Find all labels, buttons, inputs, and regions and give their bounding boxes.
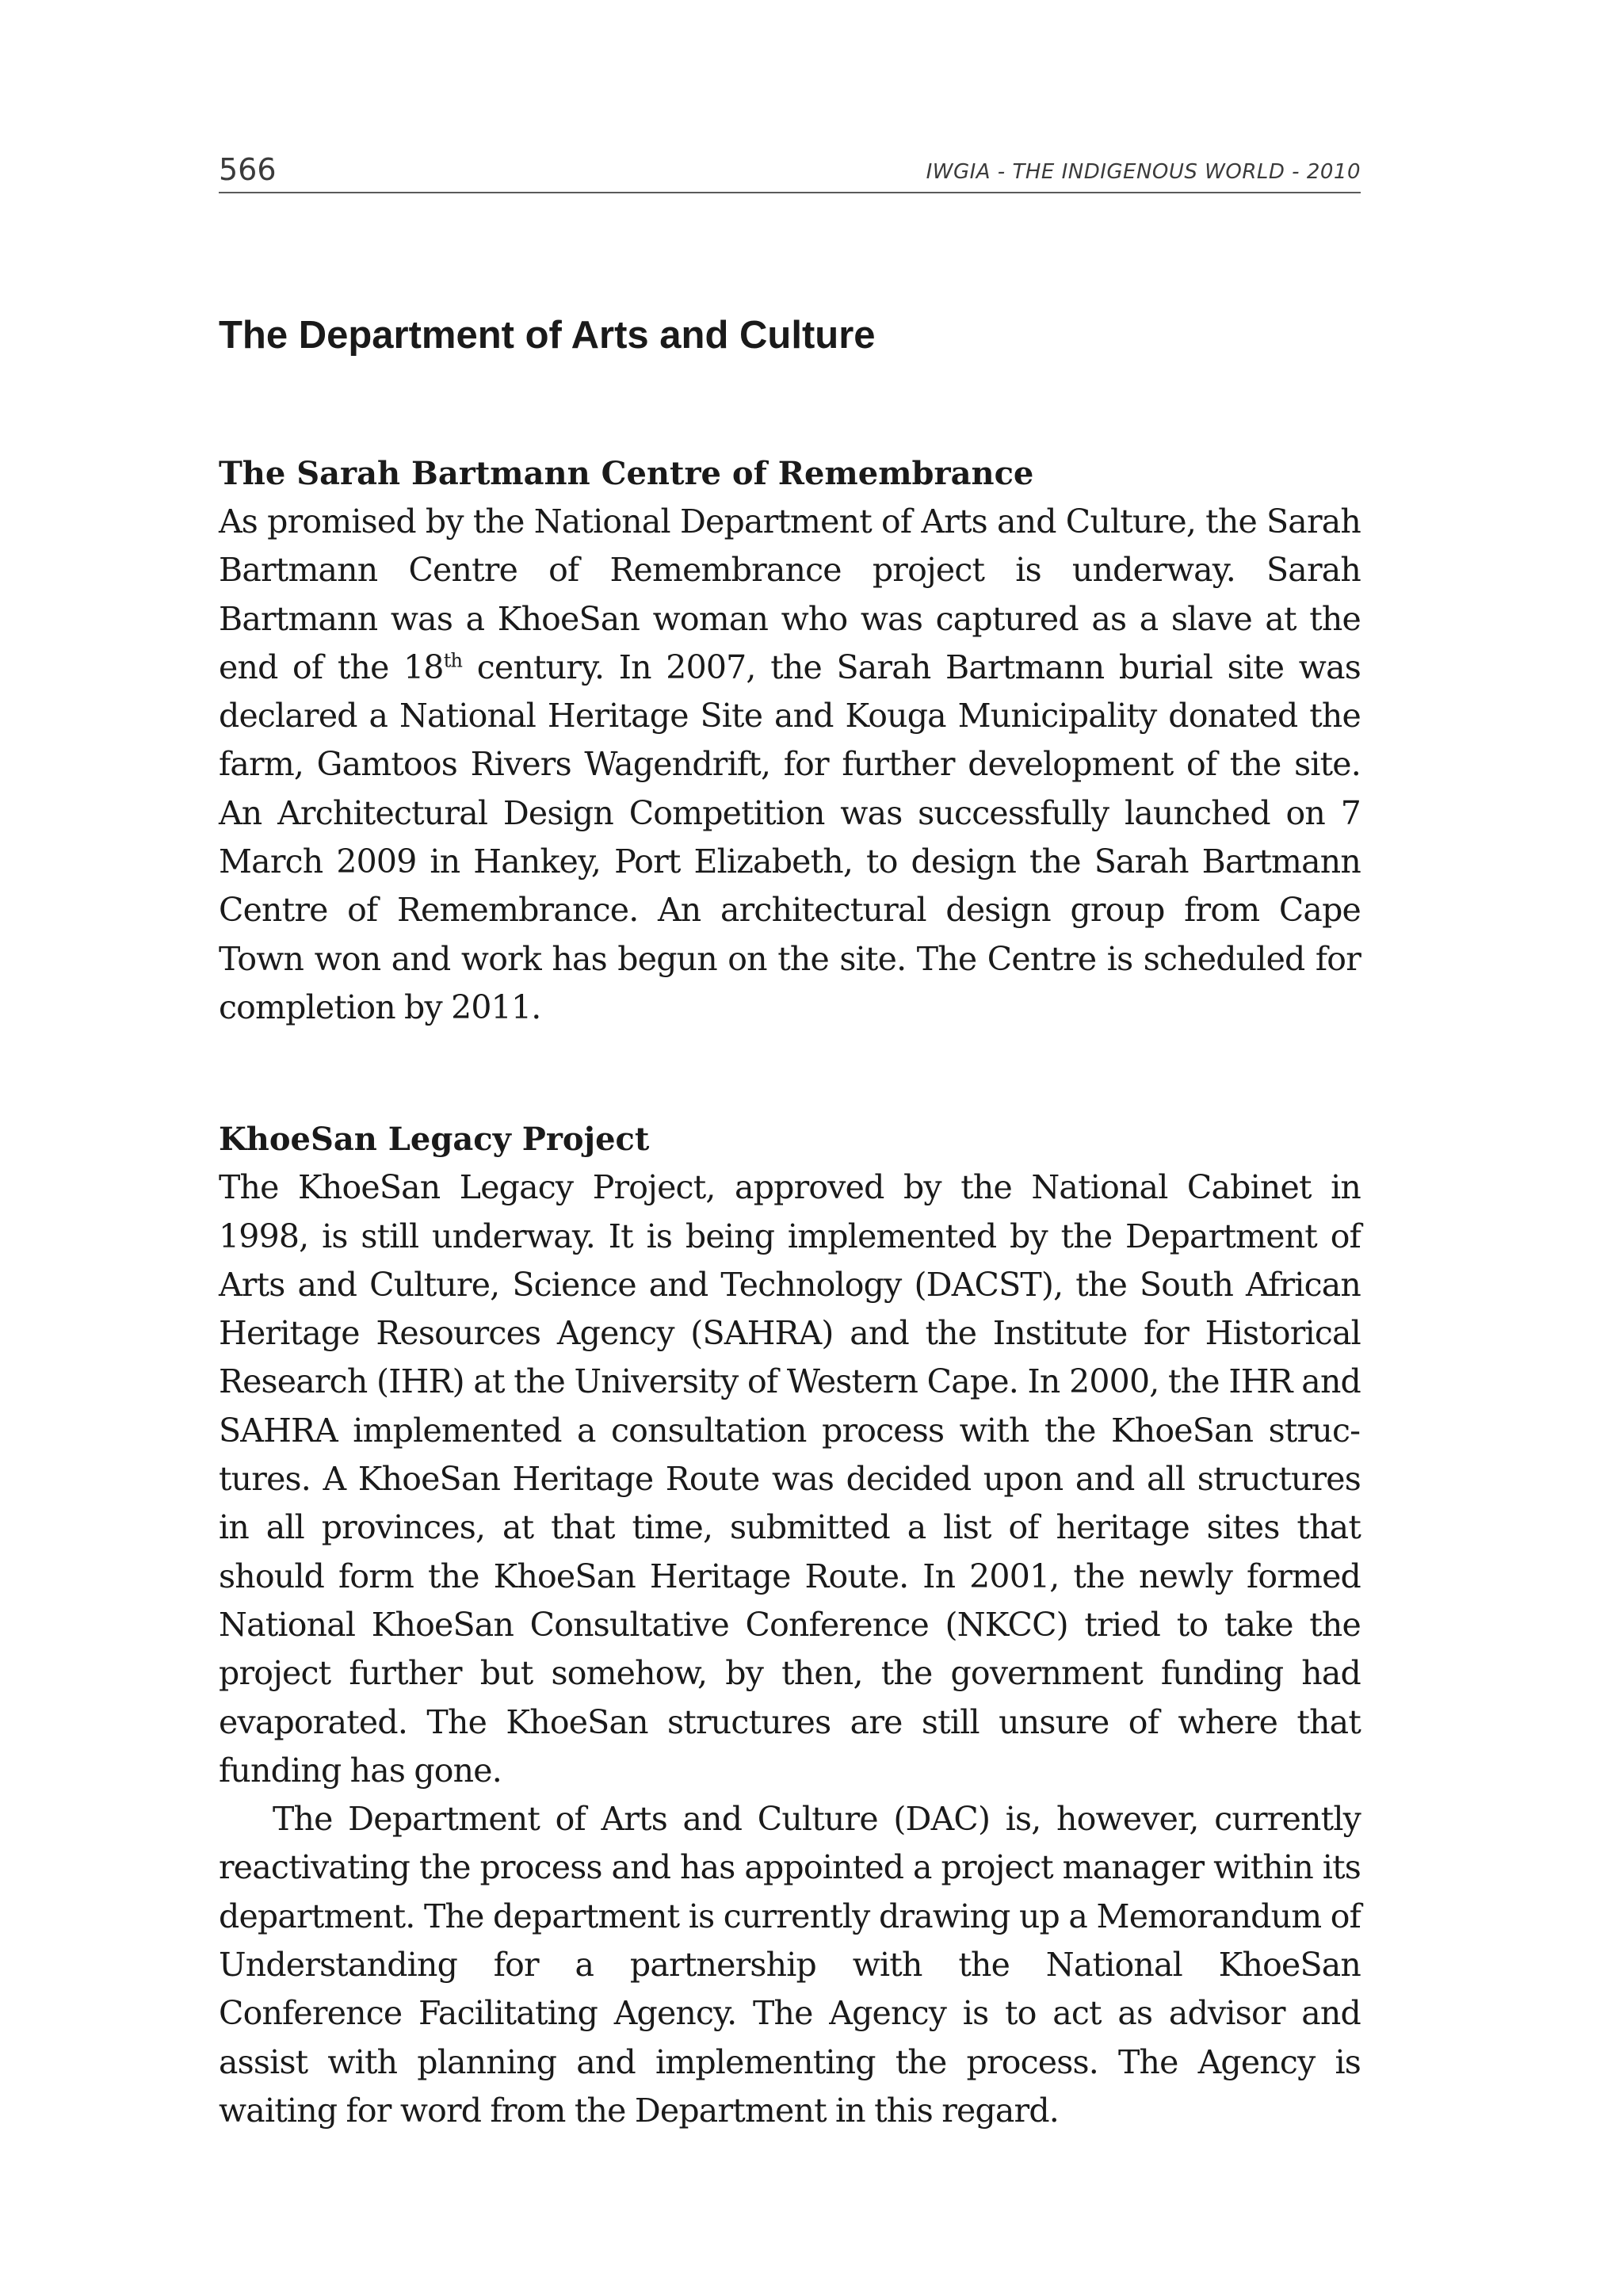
paragraph-khoesan-legacy-1: The KhoeSan Legacy Project, approved by the National Cabinet in 1998, is still underway. It is being implemented by the Department of Arts and Culture, Science and Technology (DACST), the South African Heritage Resources Agency (SAHRA) and the Institute for Historical Research (IHR) at the University of Western Cape. In 2000, the IHR and SAHRA implemented a consultation process with the KhoeSan structures. A KhoeSan Heritage Route was decided upon and all structures in all provinces, at that time, submitted a list of heritage sites that should form the KhoeSan Heritage Route. In 2001, the newly formed National KhoeSan Consultative Conference (NKCC) tried to take the project further but somehow, by then, the government funding had evaporated. The KhoeSan structures are still unsure of where that funding has gone. [219, 1168, 1361, 1790]
subheading-sarah-bartmann: The Sarah Bartmann Centre of Remembrance [219, 455, 1034, 492]
journal-title: IWGIA - THE INDIGENOUS WORLD - 2010 [926, 160, 1361, 184]
paragraph-text: As promised by the National Department of Arts and Culture, the Sarah Bartmann Centre of Remembrance project is underway. Sarah Bartmann was a KhoeSan woman who was captured as a slave at the end of the 18 [219, 502, 1361, 686]
page-number: 566 [219, 152, 277, 187]
header-rule [219, 192, 1361, 193]
paragraph-text: century. In 2007, the Sarah Bartmann burial site was declared a National Heritage Site and Kouga Municipality donated the farm, Gamtoos Rivers Wagendrift, for further development of the site. An Architectural Design Competition was successfully launched on 7 March 2009 in Hankey, Port Elizabeth, to design the Sarah Bartmann Centre of Remembrance. An architectural design group from Cape Town won and work has begun on the site. The Centre is scheduled for completion by 2011. [219, 648, 1361, 1026]
section-title: The Department of Arts and Culture [219, 314, 876, 357]
subheading-khoesan-legacy: KhoeSan Legacy Project [219, 1121, 650, 1159]
paragraph-sarah-bartmann [219, 498, 1361, 1032]
running-header [219, 151, 1361, 192]
ordinal-superscript: th [443, 649, 463, 672]
paragraph-khoesan-legacy-2: The Department of Arts and Culture (DAC) is, however, currently reactivating the process and has appointed a project manager within its department. The department is currently drawing up a Memorandum of Understanding for a partnership with the National KhoeSan Conference Facilitating Agency. The Agency is to act as advisor and assist with planning and implementing the process. The Agency is waiting for word from the Department in this regard. [219, 1800, 1361, 2130]
article-body [219, 308, 1361, 2135]
